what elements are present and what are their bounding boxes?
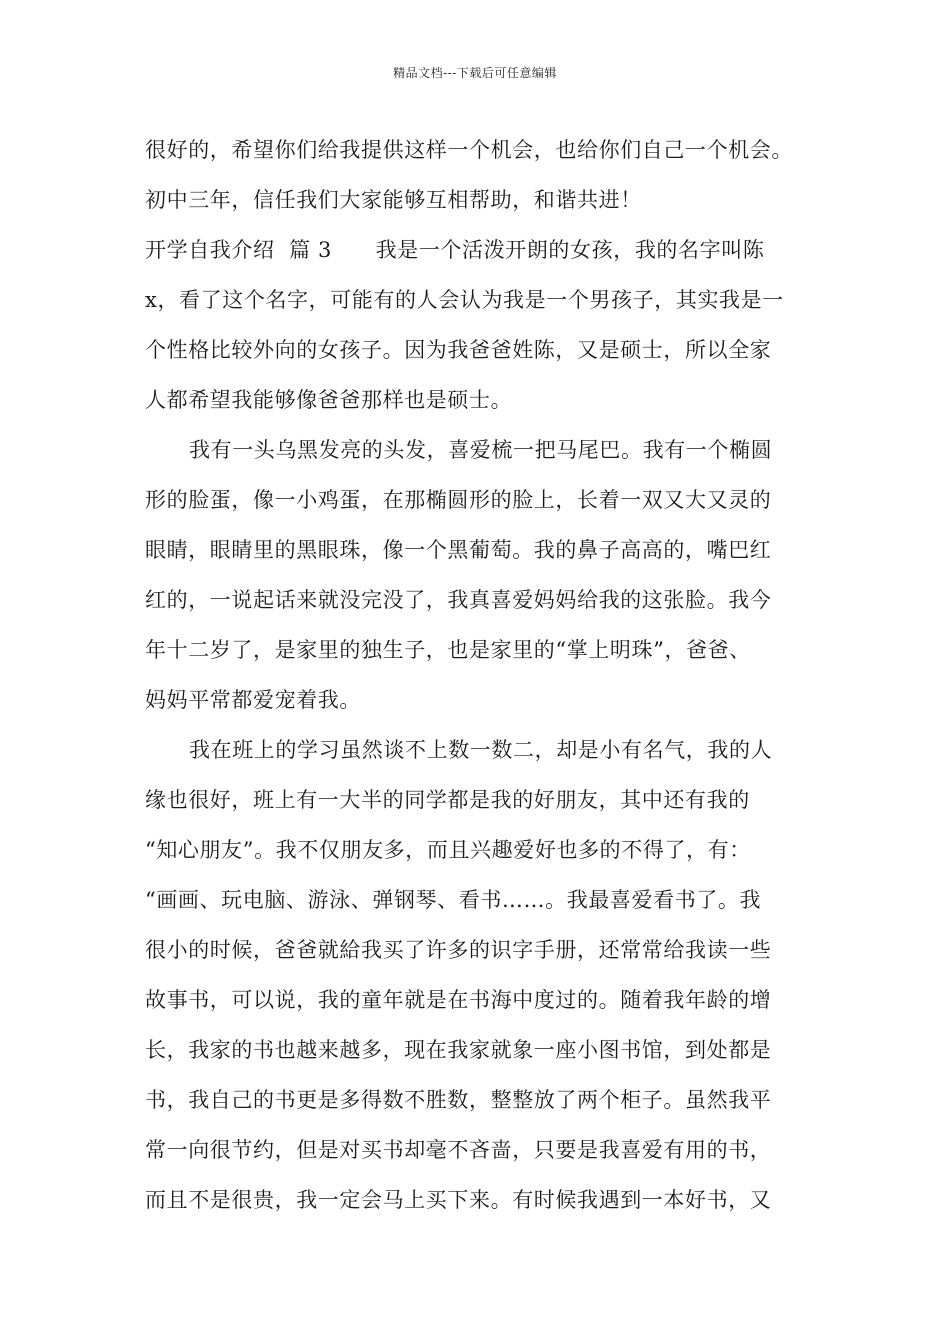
text-line: 形的脸蛋，像一小鸡蛋，在那椭圆形的脸上，长着一双又大又灵的 <box>145 488 772 512</box>
text-line: 年十二岁了，是家里的独生子，也是家里的“掌上明珠”，爸爸、 <box>145 638 751 662</box>
text-line: x，看了这个名字，可能有的人会认为我是一个男孩子，其实我是一 <box>145 288 784 312</box>
text-line: 而且不是很贵，我一定会马上买下来。有时候我遇到一本好书，又 <box>145 1188 772 1212</box>
text-line: 个性格比较外向的女孩子。因为我爸爸姓陈，又是硕士，所以全家 <box>145 338 772 362</box>
text-line: 缘也很好，班上有一大半的同学都是我的好朋友，其中还有我的 <box>145 788 750 812</box>
text-line: 很好的，希望你们给我提供这样一个机会，也给你们自己一个机会。 <box>145 138 793 162</box>
text-line: 常一向很节约，但是对买书却毫不吝啬，只要是我喜爱有用的书， <box>145 1138 772 1162</box>
text-line: “画画、玩电脑、游泳、弹钢琴、看书……。我最喜爱看书了。我 <box>145 888 762 912</box>
text-line: 书，我自己的书更是多得数不胜数，整整放了两个柜子。虽然我平 <box>145 1088 772 1112</box>
text-line: 红的，一说起话来就没完没了，我真喜爱妈妈给我的这张脸。我今 <box>145 588 772 612</box>
paragraph-start-line: 我在班上的学习虽然谈不上数一数二，却是小有名气，我的人 <box>189 738 773 762</box>
text-line: 眼睛，眼睛里的黑眼珠，像一个黑葡萄。我的鼻子高高的，嘴巴红 <box>145 538 772 562</box>
text-line: 很小的时候，爸爸就給我买了许多的识字手册，还常常给我读一些 <box>145 938 772 962</box>
paragraph-start-line: 我有一头乌黑发亮的头发，喜爱梳一把马尾巴。我有一个椭圆 <box>189 438 773 462</box>
text-line: 长，我家的书也越来越多，现在我家就象一座小图书馆，到处都是 <box>145 1038 772 1062</box>
text-line: “知心朋友”。我不仅朋友多，而且兴趣爱好也多的不得了，有： <box>145 838 751 862</box>
page-header: 精品文档---下载后可任意编辑 <box>393 66 557 80</box>
text-line: 初中三年，信任我们大家能够互相帮助，和谐共进！ <box>145 188 642 212</box>
text-line: 人都希望我能够像爸爸那样也是硕士。 <box>145 388 513 412</box>
section-heading-line: 开学自我介绍 篇 3 我是一个活泼开朗的女孩，我的名字叫陈 <box>145 238 765 262</box>
text-line: 故事书，可以说，我的童年就是在书海中度过的。随着我年龄的增 <box>145 988 772 1012</box>
text-line: 妈妈平常都爱宠着我。 <box>145 688 361 712</box>
